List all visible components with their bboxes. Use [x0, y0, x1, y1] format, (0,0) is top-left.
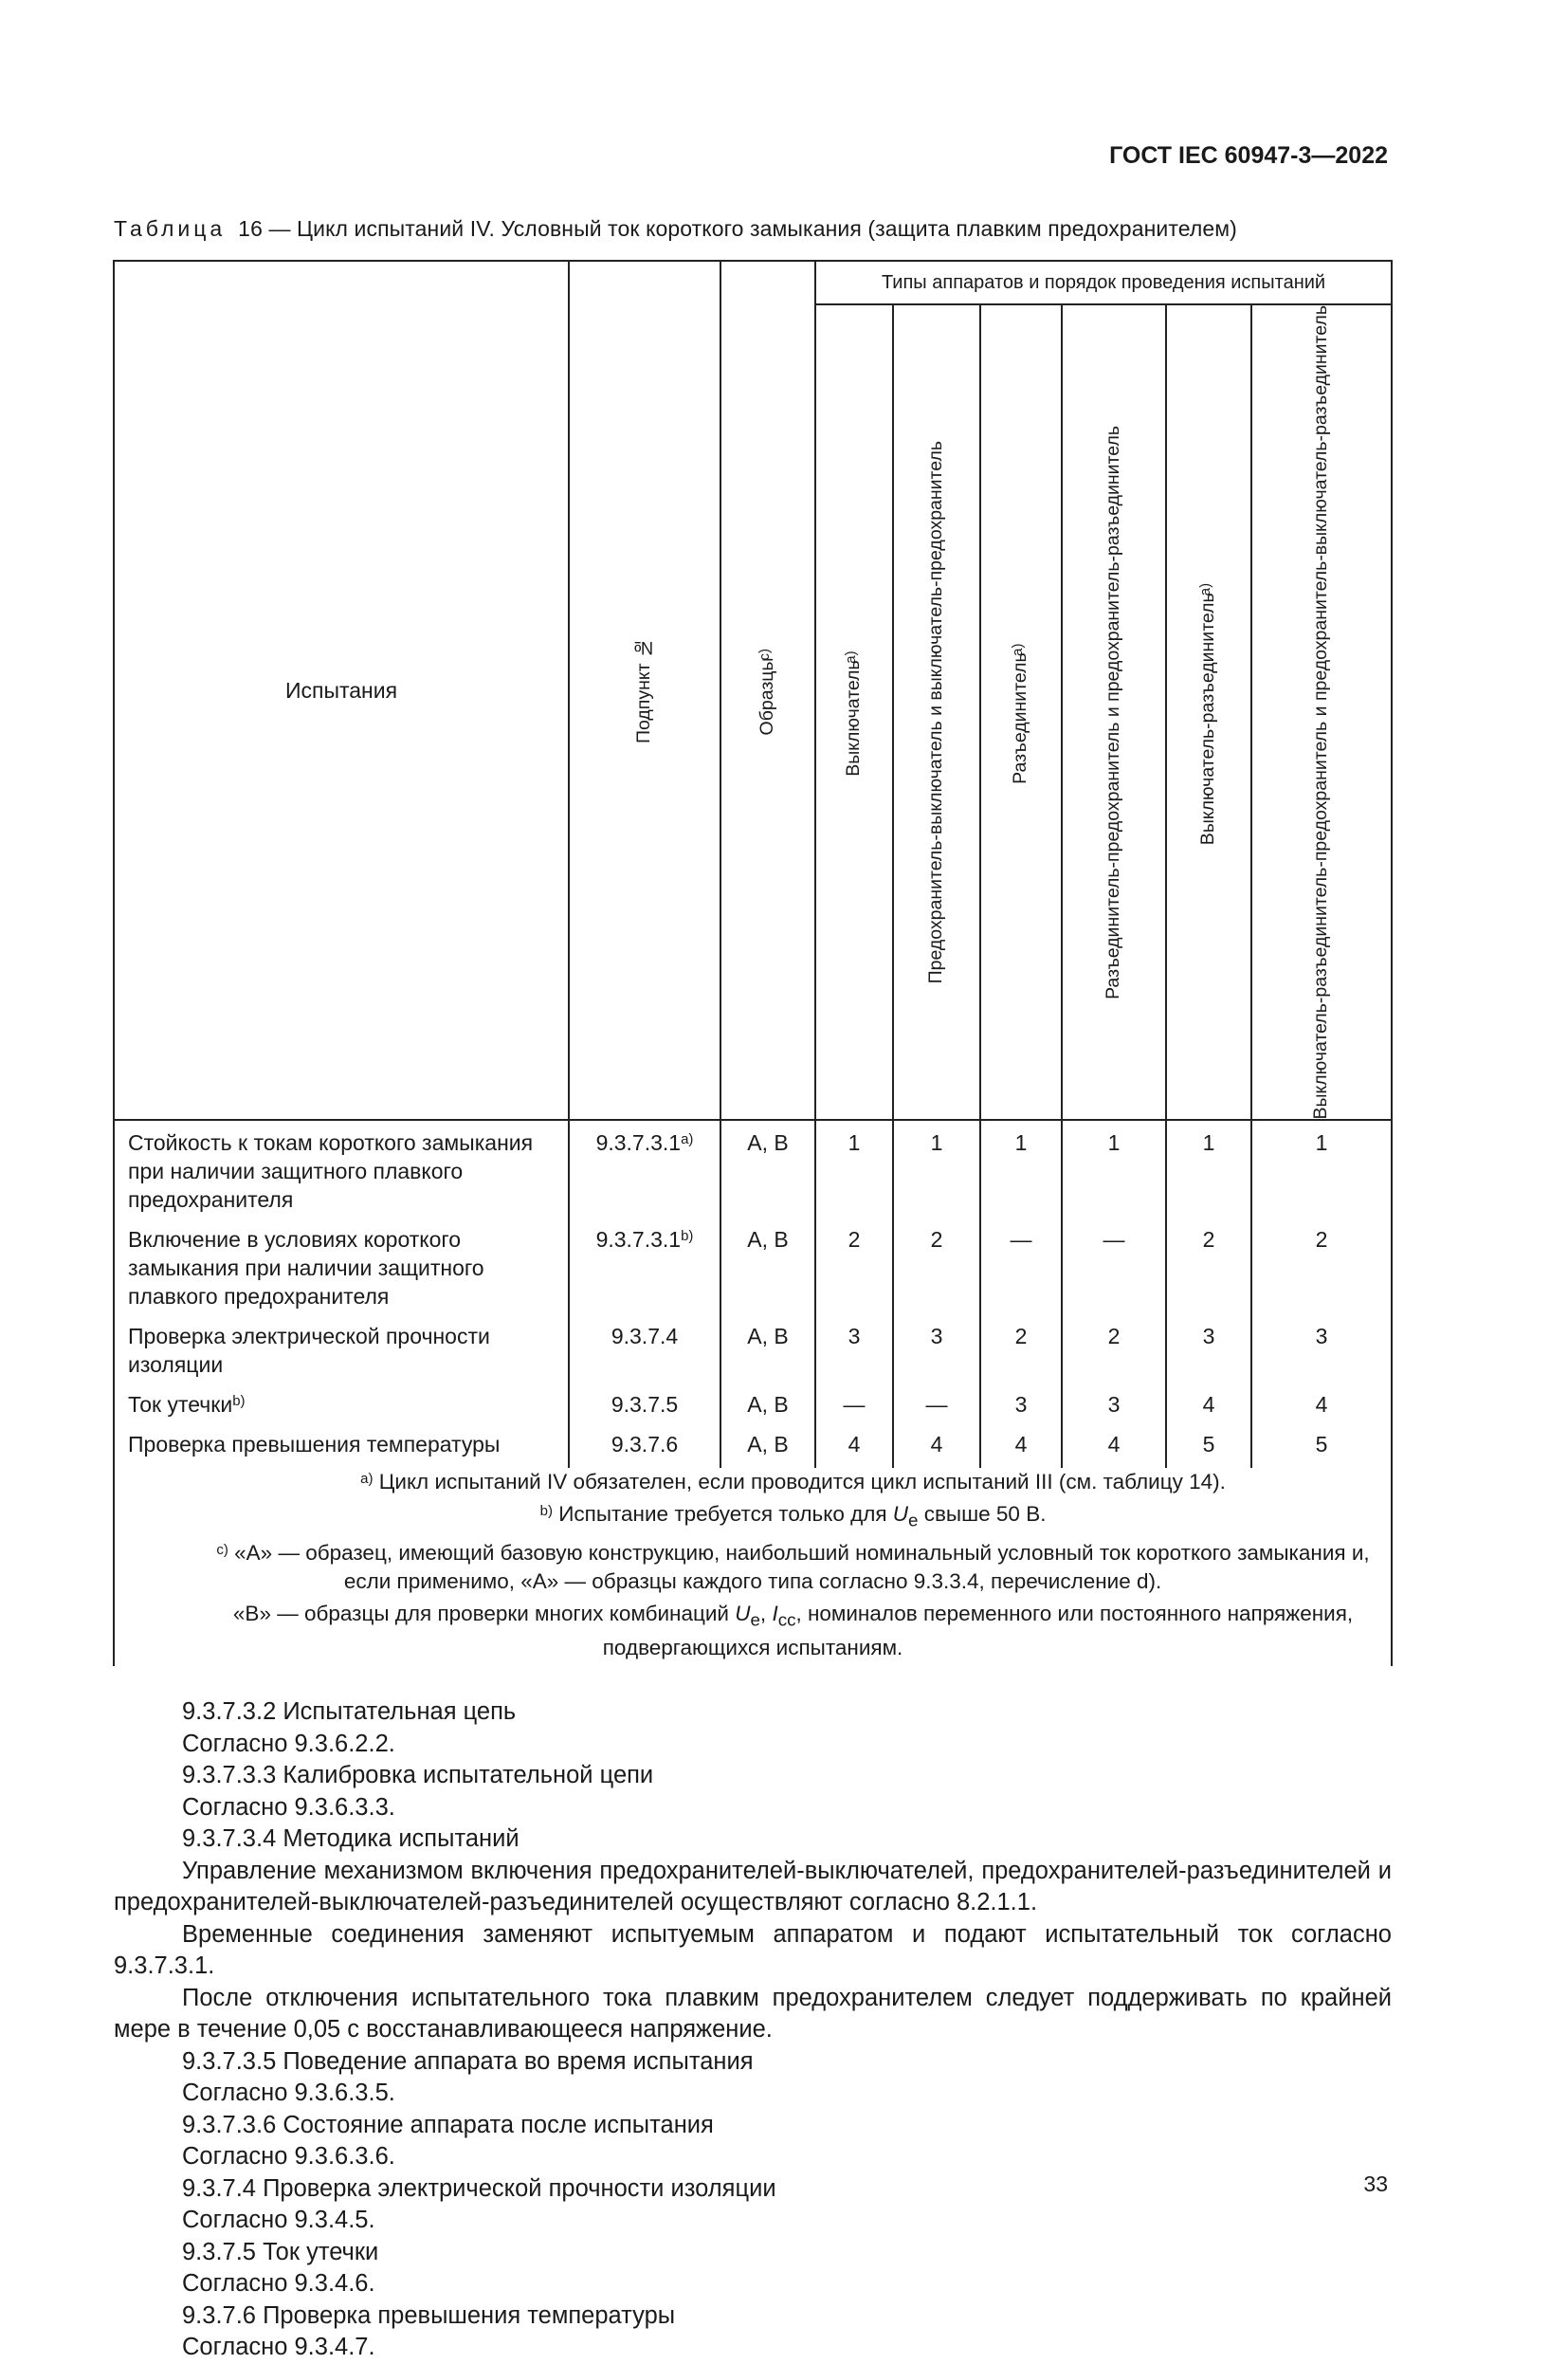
body-paragraph: 9.3.7.3.4 Методика испытаний [182, 1825, 520, 1852]
note-b: $^{b)}$ Испытание требуется только для $U_e$ свыше 50 В. [539, 1502, 1047, 1530]
body-paragraph: Согласно 9.3.6.2.2. [182, 1730, 395, 1757]
cell-samples: A, B [720, 1384, 815, 1424]
cell-order-1: 4 [815, 1424, 893, 1468]
note-c-b: «В» — образцы для проверки многих комбинаций $U_e$, $I_{cc}$, номиналов переменного или постоянного напряжения, подвергающихся испытаниям. [232, 1601, 1354, 1660]
cell-order-6: 4 [1251, 1384, 1392, 1424]
cell-samples: A, B [720, 1219, 815, 1316]
body-paragraph: 9.3.7.3.5 Поведение аппарата во время испытания [182, 2047, 754, 2075]
cell-order-1: — [815, 1384, 893, 1424]
cell-order-5: 2 [1166, 1219, 1251, 1316]
cell-samples: A, B [720, 1316, 815, 1384]
body-paragraph: 9.3.7.4 Проверка электрической прочности изоляции [182, 2174, 776, 2202]
body-paragraph: 9.3.7.3.2 Испытательная цепь [182, 1698, 517, 1725]
cell-order-5: 4 [1166, 1384, 1251, 1424]
page-number: 33 [1363, 2172, 1388, 2196]
cell-order-4: 4 [1062, 1424, 1166, 1468]
cell-order-3: 1 [980, 1120, 1062, 1219]
cell-order-4: 2 [1062, 1316, 1166, 1384]
col-header-device-1: Выключатель$^{a)}$ [815, 304, 893, 1120]
body-paragraph: 9.3.7.3.3 Калибровка испытательной цепи [182, 1762, 654, 1788]
cell-order-2: 1 [893, 1120, 980, 1219]
note-c: $^{c)}$ «А» — образец, имеющий базовую конструкцию, наибольший номинальный условный ток короткого замыкания и, если применимо, «А» — образцы каждого типа согласно 9.3.3.4, перечисление d). [216, 1540, 1370, 1593]
cell-order-2: 3 [893, 1316, 980, 1384]
cell-order-4: — [1062, 1219, 1166, 1316]
body-paragraph: 9.3.7.3.6 Состояние аппарата после испытания [182, 2111, 714, 2138]
col-header-device-2: Предохранитель-выключатель и выключатель-предохранитель [893, 304, 980, 1120]
cell-order-1: 1 [815, 1120, 893, 1219]
cell-order-3: — [980, 1219, 1062, 1316]
col-header-device-6: Выключатель-разъединитель-предохранитель и предохранитель-выключатель-разъединитель [1251, 304, 1392, 1120]
cell-clause: 9.3.7.6 [569, 1424, 720, 1468]
cell-order-5: 1 [1166, 1120, 1251, 1219]
cell-order-6: 2 [1251, 1219, 1392, 1316]
body-text [114, 1696, 1392, 2364]
cell-test-name: Включение в условиях короткого замыкания при наличии защитного плавкого предохранителя [114, 1219, 569, 1316]
table-row [114, 1316, 1392, 1384]
table-caption [114, 216, 1237, 242]
test-sequence-table [113, 260, 1393, 1666]
cell-order-4: 1 [1062, 1120, 1166, 1219]
body-paragraph: Согласно 9.3.6.3.3. [182, 1793, 395, 1821]
body-paragraph: 9.3.7.5 Ток утечки [182, 2238, 379, 2265]
cell-clause: 9.3.7.3.1$^{b)}$ [569, 1219, 720, 1316]
cell-order-3: 3 [980, 1384, 1062, 1424]
cell-test-name: Проверка превышения температуры [114, 1424, 569, 1468]
body-paragraph: Согласно 9.3.6.3.5. [182, 2080, 395, 2106]
cell-order-3: 2 [980, 1316, 1062, 1384]
cell-order-6: 3 [1251, 1316, 1392, 1384]
table-row [114, 1219, 1392, 1316]
col-header-samples: Образцы$^{c)}$ [720, 261, 815, 1120]
cell-clause: 9.3.7.3.1$^{a)}$ [569, 1120, 720, 1219]
body-paragraph: Согласно 9.3.6.3.6. [182, 2143, 395, 2170]
cell-order-3: 4 [980, 1424, 1062, 1468]
cell-order-1: 3 [815, 1316, 893, 1384]
cell-samples: A, B [720, 1120, 815, 1219]
table-caption-label: Таблица [114, 216, 227, 241]
col-header-device-group: Типы аппаратов и порядок проведения испытаний [815, 261, 1392, 304]
cell-order-2: — [893, 1384, 980, 1424]
cell-test-name: Проверка электрической прочности изоляции [114, 1316, 569, 1384]
col-header-clause: Подпункт № [569, 261, 720, 1120]
cell-samples: A, B [720, 1424, 815, 1468]
cell-order-5: 3 [1166, 1316, 1251, 1384]
cell-order-5: 5 [1166, 1424, 1251, 1468]
body-paragraph: Согласно 9.3.4.6. [182, 2270, 375, 2297]
table-row [114, 1120, 1392, 1219]
table-row [114, 1424, 1392, 1468]
cell-clause: 9.3.7.5 [569, 1384, 720, 1424]
body-paragraph: Временные соединения заменяют испытуемым аппаратом и подают испытательный ток согласно 9.3.7.3.1. [114, 1920, 1392, 1979]
cell-order-6: 1 [1251, 1120, 1392, 1219]
cell-order-4: 3 [1062, 1384, 1166, 1424]
cell-test-name: Ток утечки$^{b)}$ [114, 1384, 569, 1424]
body-paragraph: Согласно 9.3.4.7. [182, 2334, 375, 2360]
cell-order-1: 2 [815, 1219, 893, 1316]
cell-order-2: 2 [893, 1219, 980, 1316]
body-paragraph: 9.3.7.6 Проверка превышения температуры [182, 2301, 676, 2329]
body-paragraph: Управление механизмом включения предохранителей-выключателей, предохранителей-разъединителей и предохранителей-выключателей-разъединителей осуществляют согласно 8.2.1.1. [114, 1857, 1392, 1915]
table-row [114, 1384, 1392, 1424]
body-paragraph: После отключения испытательного тока плавким предохранителем следует поддерживать по крайней мере в течение 0,05 с восстанавливающееся напряжение. [114, 1984, 1392, 2043]
note-a: $^{a)}$ Цикл испытаний IV обязателен, если проводится цикл испытаний III (см. таблицу 14). [360, 1470, 1226, 1494]
col-header-tests: Испытания [114, 261, 569, 1120]
col-header-device-4: Разъединитель-предохранитель и предохранитель-разъединитель [1062, 304, 1166, 1120]
col-header-device-5: Выключатель-разъединитель$^{a)}$ [1166, 304, 1251, 1120]
table-caption-text: 16 — Цикл испытаний IV. Условный ток короткого замыкания (защита плавким предохранителем) [238, 216, 1237, 241]
cell-clause: 9.3.7.4 [569, 1316, 720, 1384]
cell-test-name: Стойкость к токам короткого замыкания при наличии защитного плавкого предохранителя [114, 1120, 569, 1219]
col-header-device-3: Разъединитель$^{a)}$ [980, 304, 1062, 1120]
cell-order-2: 4 [893, 1424, 980, 1468]
body-paragraph: Согласно 9.3.4.5. [182, 2207, 375, 2233]
table-notes [114, 1468, 1392, 1666]
document-code: ГОСТ IEC 60947-3—2022 [1109, 142, 1388, 169]
cell-order-6: 5 [1251, 1424, 1392, 1468]
